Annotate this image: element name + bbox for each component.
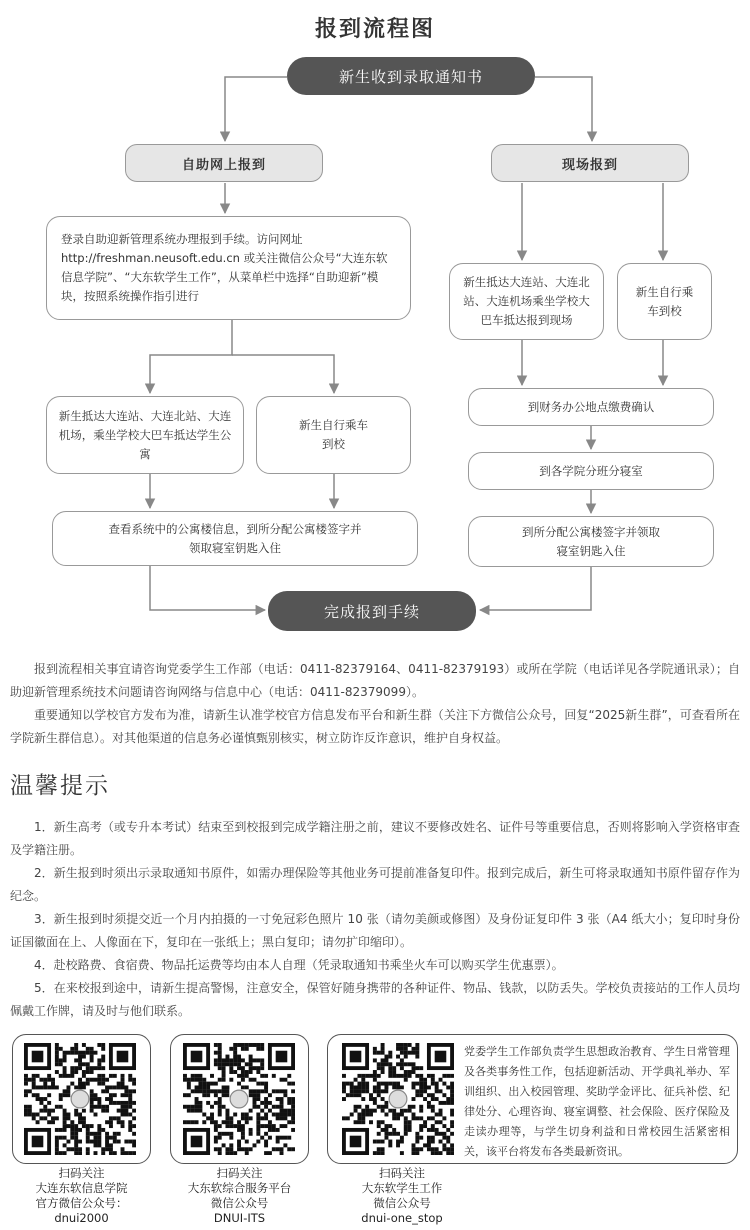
onsite-step-payment: 到财务办公地点缴费确认 xyxy=(468,388,714,426)
qr-caption-dnui-its xyxy=(170,1166,309,1226)
flow-end: 完成报到手续 xyxy=(268,591,476,631)
qr-caption-line: 扫码关注 xyxy=(379,1166,425,1180)
tips-title: 温馨提示 xyxy=(10,773,110,799)
onsite-registration-label: 现场报到 xyxy=(491,144,689,182)
qr-caption-id: dnui-one_stop xyxy=(361,1211,443,1225)
online-step-login: 登录自助迎新管理系统办理报到手续。访问网址 http://freshman.neusoft.edu.cn 或关注微信公众号“大连东软信息学院”、“大东软学生工作”，从菜单栏中选择“自助迎新”模块，按照系统操作指引进行 xyxy=(46,216,411,320)
onsite-branch-bus: 新生抵达大连站、大连北站、大连机场乘坐学校大巴车抵达报到现场 xyxy=(449,263,604,340)
qr-caption-line: 微信公众号 xyxy=(210,1196,269,1210)
notes xyxy=(10,658,740,750)
qr-caption-line: 微信公众号 xyxy=(373,1196,431,1210)
student-affairs-description: 党委学生工作部负责学生思想政治教育、学生日常管理及各类事务性工作，包括迎新活动、开学典礼举办、军训组织、出入校园管理、奖助学金评比、征兵补偿、纪律处分、心理咨询、寝室调整、社会保险、医疗保险及走读办理等，与学生切身利益和日常校园生活紧密相关，该平台将发布各类最新资讯。 xyxy=(464,1045,730,1158)
online-registration-label: 自助网上报到 xyxy=(125,144,323,182)
qr-caption-line: 大东软综合服务平台 xyxy=(187,1181,292,1195)
onsite-step-dorm: 到所分配公寓楼签字并领取寝室钥匙入住 xyxy=(468,516,714,567)
page-title: 报到流程图 xyxy=(314,17,435,42)
tip-item: 3．新生报到时须提交近一个月内拍摄的一寸免冠彩色照片 10 张（请勿美颜或修图）及身份证复印件 3 张（A4 纸大小；复印时身份证国徽面在上、人像面在下，复印在一张纸上；黑白复印；请勿扩印缩印）。 xyxy=(10,912,740,949)
onsite-step-class: 到各学院分班分寝室 xyxy=(468,452,714,490)
note-contact: 报到流程相关事宜请咨询党委学生工作部（电话：0411-82379164、0411-82379193）或所在学院（电话详见各学院通讯录）；自助迎新管理系统技术问题请咨询网络与信息中心（电话：0411-82379099）。 xyxy=(10,662,740,699)
online-step-dorm: 查看系统中的公寓楼信息，到所分配公寓楼签字并领取寝室钥匙入住 xyxy=(52,511,418,566)
qr-code-dnui-its[interactable] xyxy=(183,1043,295,1155)
qr-caption-line: 大东软学生工作 xyxy=(361,1181,443,1195)
qr-caption-dnui2000 xyxy=(12,1166,151,1226)
qr-caption-id: dnui2000 xyxy=(54,1211,109,1225)
tip-item: 1．新生高考（或专升本考试）结束至到校报到完成学籍注册之前，建议不要修改姓名、证件号等重要信息，否则将影响入学资格审查及学籍注册。 xyxy=(10,820,740,857)
qr-code-dnui2000[interactable] xyxy=(24,1043,136,1155)
qr-caption-dnui-one-stop xyxy=(327,1166,477,1226)
note-official: 重要通知以学校官方发布为准，请新生认准学校官方信息发布平台和新生群（关注下方微信公众号，回复“2025新生群”，可查看所在学院新生群信息）。对其他渠道的信息务必谨慎甄别核实，树立防诈反诈意识，维护自身权益。 xyxy=(10,708,740,745)
online-branch-bus: 新生抵达大连站、大连北站、大连机场，乘坐学校大巴车抵达学生公寓 xyxy=(46,396,244,474)
qr-code-dnui-one-stop[interactable] xyxy=(342,1043,454,1155)
qr-caption-line: 大连东软信息学院 xyxy=(35,1181,128,1195)
qr-caption-line: 扫码关注 xyxy=(58,1166,105,1180)
onsite-branch-self: 新生自行乘车到校 xyxy=(617,263,712,340)
flow-start: 新生收到录取通知书 xyxy=(287,57,535,95)
qr-caption-line: 官方微信公众号： xyxy=(35,1196,128,1210)
tips-list xyxy=(10,816,740,1023)
qr-caption-line: 扫码关注 xyxy=(216,1166,263,1180)
qr-caption-id: DNUI-ITS xyxy=(213,1211,266,1225)
tip-item: 4．赴校路费、食宿费、物品托运费等均由本人自理（凭录取通知书乘坐火车可以购买学生优惠票）。 xyxy=(34,958,564,972)
tip-item: 5．在来校报到途中，请新生提高警惕，注意安全，保管好随身携带的各种证件、物品、钱款，以防丢失。学校负责接站的工作人员均佩戴工作牌，请及时与他们联系。 xyxy=(10,981,740,1018)
tip-item: 2．新生报到时须出示录取通知书原件，如需办理保险等其他业务可提前准备复印件。报到完成后，新生可将录取通知书原件留存作为纪念。 xyxy=(10,866,740,903)
online-branch-self: 新生自行乘车到校 xyxy=(256,396,411,474)
